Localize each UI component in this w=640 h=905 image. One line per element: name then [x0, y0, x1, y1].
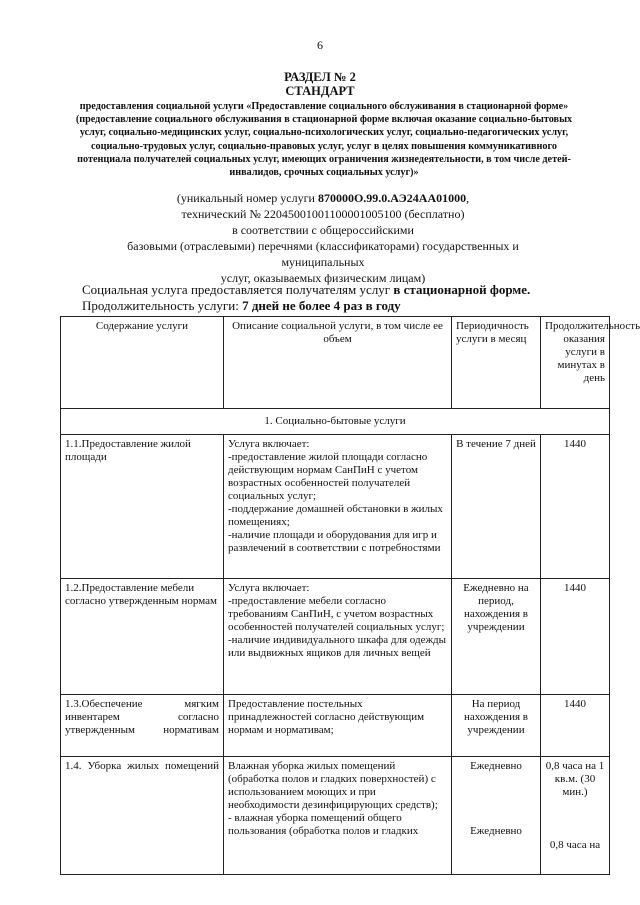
table-row	[61, 579, 610, 695]
section-title: РАЗДЕЛ № 2	[284, 70, 356, 84]
header-description: Описание социальной услуги, в том числе ее объем	[224, 317, 452, 409]
section-row	[61, 409, 610, 435]
row-content: 1.4. Уборка жилых помещений	[61, 757, 224, 875]
header-duration: Продолжительность оказания услуги в минутах в день	[541, 317, 610, 409]
header-content: Содержание услуги	[61, 317, 224, 409]
row-periodicity: На период нахождения в учреждении	[452, 695, 541, 757]
row-periodicity: Ежедневно на период, нахождения в учреждении	[452, 579, 541, 695]
periodicity-1: Ежедневно	[470, 760, 522, 772]
row-description: Предоставление постельных принадлежностей согласно действующим нормам и нормативам;	[224, 695, 452, 757]
periodicity-2: Ежедневно	[470, 825, 522, 837]
row-description: Влажная уборка жилых помещений (обработка полов и гладких поверхностей) с использованием моющих и при необходимости дезинфицирующих средств); - влажная уборка помещений общего пользования (обработка полов и гладких	[224, 757, 452, 875]
page-number: 6	[317, 38, 323, 52]
table-row	[61, 695, 610, 757]
row-duration: 1440	[541, 579, 610, 695]
row-duration	[541, 757, 610, 875]
duration-1: 0,8 часа на 1 кв.м. (30 мин.)	[545, 760, 605, 798]
row-duration: 1440	[541, 695, 610, 757]
service-duration-line: Продолжительность услуги: 7 дней не более 4 раз в году	[82, 298, 401, 313]
meta-line-5: услуг, оказываемых физическим лицам)	[220, 271, 426, 285]
service-meta	[100, 190, 546, 286]
section-label: 1. Социально-бытовые услуги	[61, 409, 610, 435]
row-description: Услуга включает: -предоставление мебели согласно требованиям СанПиН, с учетом возрастных особенностей получателей социальных услуг; -наличие индивидуального шкафа для одежды или выдвижных ящиков для личных вещей	[224, 579, 452, 695]
meta-line-3: в соответствии с общероссийскими	[232, 223, 414, 237]
unique-number-line: (уникальный номер услуги 870000О.99.0.АЭ24АА01000,	[176, 191, 470, 205]
header-periodicity: Периодичность услуги в месяц	[452, 317, 541, 409]
meta-line-4: базовыми (отраслевыми) перечнями (классификаторами) государственных и муниципальных	[127, 239, 519, 269]
row-description: Услуга включает: -предоставление жилой площади согласно действующим нормам СанПиН с учетом возрастных особенностей получателей социальных услуг; -поддержание домашней обстановки в жилых помещениях; -наличие площади и оборудования для игр и развлечений в соответствии с потребностями	[224, 435, 452, 579]
unique-number: 870000О.99.0.АЭ24АА01000	[317, 191, 467, 205]
standard-title: СТАНДАРТ	[285, 84, 355, 98]
table-row	[61, 757, 610, 875]
row-content: 1.3.Обеспечение мягким инвентарем согласно утвержденным нормативам	[61, 695, 224, 757]
row-content: 1.1.Предоставление жилой площади	[61, 435, 224, 579]
row-content: 1.2.Предоставление мебели согласно утвержденным нормам	[61, 579, 224, 695]
services-table	[60, 316, 640, 875]
table-row	[61, 435, 610, 579]
service-form-line: Социальная услуга предоставляется получателям услуг в стационарной форме.	[82, 282, 531, 297]
row-periodicity: В течение 7 дней	[452, 435, 541, 579]
standard-subtitle: предоставления социальной услуги «Предоставление социального обслуживания в стационарной форме» (предоставление социального обслуживания в стационарной форме включая оказание социально-бытовых услуг, социально-медицинских услуг, социально-психологических услуг, социально-педагогических услуг, социально-трудовых услуг, социально-правовых услуг, услуг в целях повышения коммуникативного потенциала получателей социальных услуг, имеющих ограничения жизнедеятельности, в том числе детей-инвалидов, срочных социальных услуг)»	[75, 101, 573, 179]
row-periodicity	[452, 757, 541, 875]
row-duration: 1440	[541, 435, 610, 579]
duration-2: 0,8 часа на	[549, 839, 601, 851]
technical-number-line: технический № 22045001001100001005100 (бесплатно)	[181, 207, 465, 221]
table-header-row	[61, 317, 610, 409]
